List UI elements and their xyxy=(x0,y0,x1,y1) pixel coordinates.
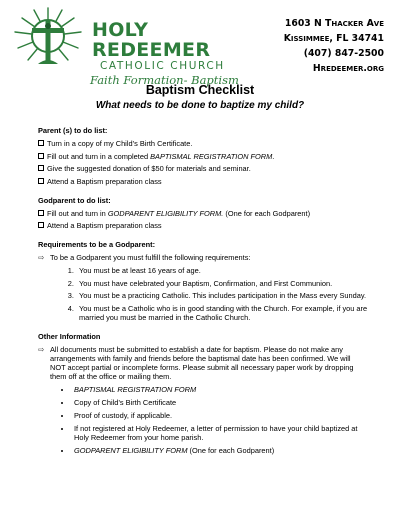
list-item: • BAPTISMAL REGISTRATION FORM xyxy=(72,385,368,394)
empty-checkbox-icon[interactable] xyxy=(38,165,44,171)
ministry-name: Faith Formation- Baptism xyxy=(90,73,239,87)
list-item: 2. You must have celebrated your Baptism, Confirmation, and First Communion. xyxy=(76,279,368,288)
other-info-intro-text: All documents must be submitted to establish a date for baptism. Please do not make any arrangements with family and friends before the baptismal date has been confirmed. We will NOT accept partial or incomplete forms. Please submit all necessary paper work by dropping them off at the office or mailing them. xyxy=(50,344,354,381)
other-info-heading: Other Information xyxy=(38,331,101,341)
right-arrow-icon: ⇨ xyxy=(38,344,45,354)
list-item: • If not registered at Holy Redeemer, a letter of permission to have your child baptized at Holy Redeemer from your home parish. xyxy=(72,424,368,442)
church-name: HOLY REDEEMER xyxy=(92,19,211,61)
website-link[interactable]: Hredeemer.org xyxy=(312,63,384,74)
list-item: 3. You must be a practicing Catholic. This includes participation in the Mass every Sunday. xyxy=(76,291,368,300)
parent-section-heading: Parent (s) to do list: xyxy=(38,126,108,135)
phone-number: (407) 847-2500 xyxy=(303,48,384,59)
checklist-item[interactable] xyxy=(38,209,368,218)
empty-checkbox-icon[interactable] xyxy=(38,178,44,184)
required-documents-list xyxy=(38,385,368,455)
checklist-content xyxy=(38,126,368,459)
checklist-item-text: Attend a Baptism preparation class xyxy=(47,221,162,230)
checklist-item-text: Give the suggested donation of $50 for materials and seminar. xyxy=(47,164,251,173)
right-arrow-icon: ⇨ xyxy=(38,253,45,262)
requirements-intro-text: To be a Godparent you must fulfill the following requirements: xyxy=(50,253,251,262)
checklist-item-text: Fill out and turn in a completed BAPTISMAL REGISTRATION FORM. xyxy=(47,151,275,161)
empty-checkbox-icon[interactable] xyxy=(38,153,44,159)
empty-checkbox-icon[interactable] xyxy=(38,222,44,228)
other-info-intro xyxy=(38,345,368,381)
letterhead xyxy=(0,0,400,87)
checklist-item[interactable] xyxy=(38,164,368,173)
checklist-item[interactable] xyxy=(38,152,368,161)
contact-block xyxy=(284,16,384,76)
city-state-zip: Kissimmee, FL 34741 xyxy=(283,33,384,44)
requirements-section-heading: Requirements to be a Godparent: xyxy=(38,240,156,249)
page-subtitle: What needs to be done to baptize my child? xyxy=(95,100,305,111)
church-type: CATHOLIC CHURCH xyxy=(100,60,225,72)
checklist-item[interactable] xyxy=(38,177,368,186)
list-item: 1. You must be at least 16 years of age. xyxy=(76,266,368,275)
list-item: • GODPARENT ELIGIBILITY FORM (One for each Godparent) xyxy=(72,446,368,455)
requirements-intro xyxy=(38,253,368,262)
checklist-item-text: Fill out and turn in GODPARENT ELIGIBILITY FORM. (One for each Godparent) xyxy=(47,208,311,218)
list-item: 4. You must be a Catholic who is in good standing with the Church. For example, if you are married you must be married in the Catholic Church. xyxy=(76,304,368,322)
checklist-item-text: Turn in a copy of my Child’s Birth Certificate. xyxy=(47,139,193,148)
church-brand xyxy=(92,20,272,87)
godparent-section-heading: Godparent to do list: xyxy=(38,195,111,205)
street-address: 1603 N Thacker Ave xyxy=(284,18,384,29)
empty-checkbox-icon[interactable] xyxy=(38,210,44,216)
checklist-item-text: Attend a Baptism preparation class xyxy=(47,176,162,186)
page-title: Baptism Checklist xyxy=(145,83,255,97)
requirements-list xyxy=(38,266,368,322)
list-item: • Copy of Child’s Birth Certificate xyxy=(72,398,368,407)
list-item: • Proof of custody, if applicable. xyxy=(72,411,368,420)
checklist-item[interactable] xyxy=(38,221,368,230)
checklist-item[interactable] xyxy=(38,139,368,148)
empty-checkbox-icon[interactable] xyxy=(38,140,44,146)
crucifix-logo-icon xyxy=(12,6,84,68)
